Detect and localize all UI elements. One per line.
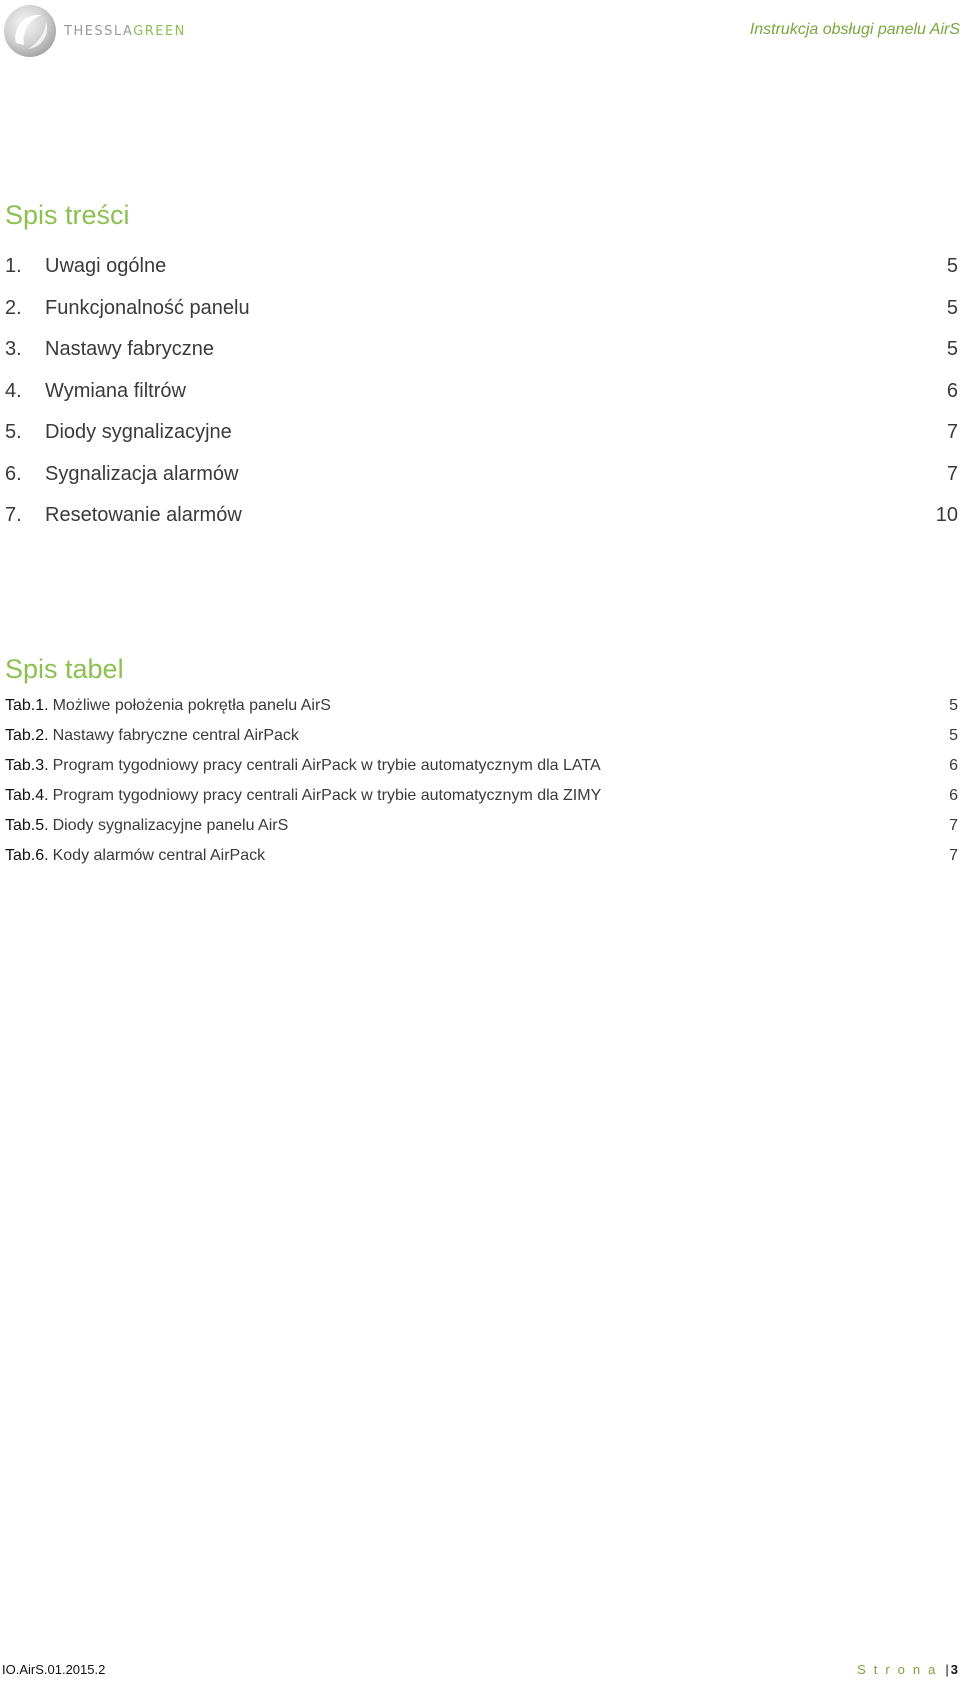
- table-entry-label: Program tygodniowy pracy centrali AirPack w trybie automatycznym dla ZIMY: [52, 787, 602, 804]
- toc-entry-page: 7: [946, 421, 958, 444]
- toc-entry-page: 10: [935, 504, 958, 527]
- table-entry[interactable]: [5, 751, 958, 781]
- table-entry-label: Możliwe położenia pokrętła panelu AirS: [52, 697, 331, 714]
- toc-entry-label: Wymiana filtrów: [45, 379, 186, 402]
- toc-entry-number: 7.: [5, 504, 22, 527]
- table-entry-label: Kody alarmów central AirPack: [52, 847, 266, 864]
- tables-heading: Spis tabel: [5, 654, 124, 684]
- table-entry-label: Diody sygnalizacyjne panelu AirS: [52, 817, 289, 834]
- toc-entry-page: 5: [946, 296, 958, 319]
- toc-entry-label: Sygnalizacja alarmów: [45, 462, 239, 485]
- logo-text-green: GREEN: [133, 23, 186, 39]
- document-code: IO.AirS.01.2015.2: [2, 1662, 106, 1677]
- table-entry-number: Tab.3.: [5, 757, 49, 774]
- toc-entry-number: 4.: [5, 379, 22, 402]
- toc-entry-page: 6: [946, 379, 958, 402]
- toc-entry-label: Diody sygnalizacyjne: [45, 421, 232, 444]
- table-entry[interactable]: [5, 691, 958, 721]
- toc-entry-label: Funkcjonalność panelu: [45, 296, 250, 319]
- page-separator: |: [945, 1662, 949, 1677]
- toc-entry[interactable]: [5, 371, 958, 413]
- toc-entry-label: Uwagi ogólne: [45, 255, 167, 278]
- table-entry-number: Tab.6.: [5, 847, 49, 864]
- toc-entry-label: Nastawy fabryczne: [45, 338, 214, 361]
- page-indicator: [857, 1662, 958, 1677]
- table-entry-page: 5: [949, 697, 958, 714]
- table-entry[interactable]: [5, 811, 958, 841]
- page-word: Strona: [857, 1662, 944, 1677]
- toc-entry[interactable]: [5, 454, 958, 496]
- company-logo: [2, 2, 186, 60]
- page-number: 3: [950, 1662, 958, 1677]
- toc-entry-page: 5: [946, 255, 958, 278]
- table-entry-number: Tab.4.: [5, 787, 49, 804]
- table-entry-page: 5: [949, 727, 958, 744]
- toc-entry-number: 6.: [5, 462, 22, 485]
- toc-entry-page: 5: [946, 338, 958, 361]
- table-entry-page: 7: [949, 817, 958, 834]
- table-entry-page: 6: [949, 787, 958, 804]
- logo-text-grey: THESSLA: [64, 23, 134, 39]
- logo-wordmark: [64, 24, 186, 39]
- toc-entry[interactable]: [5, 495, 958, 537]
- toc-entry[interactable]: [5, 412, 958, 454]
- table-entry[interactable]: [5, 841, 958, 871]
- tables-list: [5, 691, 958, 871]
- table-entry-label: Nastawy fabryczne central AirPack: [52, 727, 299, 744]
- table-entry-page: 6: [949, 757, 958, 774]
- table-entry-page: 7: [949, 847, 958, 864]
- document-title: Instrukcja obsługi panelu AirS: [749, 21, 960, 38]
- toc-entry-page: 7: [946, 462, 958, 485]
- table-entry[interactable]: [5, 721, 958, 751]
- table-entry-number: Tab.1.: [5, 697, 49, 714]
- toc-entry[interactable]: [5, 329, 958, 371]
- toc-entry-number: 3.: [5, 338, 22, 361]
- table-entry-number: Tab.5.: [5, 817, 49, 834]
- toc-entry[interactable]: [5, 246, 958, 288]
- thessla-green-logo-icon: [2, 3, 58, 59]
- toc-heading: Spis treści: [5, 200, 130, 230]
- table-entry-label: Program tygodniowy pracy centrali AirPack w trybie automatycznym dla LATA: [52, 757, 601, 774]
- toc-entry-number: 2.: [5, 296, 22, 319]
- table-entry-number: Tab.2.: [5, 727, 49, 744]
- page-footer: [0, 1662, 960, 1680]
- toc-entry-number: 1.: [5, 255, 22, 278]
- page-header: [0, 0, 960, 64]
- toc-entry-number: 5.: [5, 421, 22, 444]
- toc-list: [5, 246, 958, 537]
- toc-entry-label: Resetowanie alarmów: [45, 504, 242, 527]
- table-entry[interactable]: [5, 781, 958, 811]
- toc-entry[interactable]: [5, 288, 958, 330]
